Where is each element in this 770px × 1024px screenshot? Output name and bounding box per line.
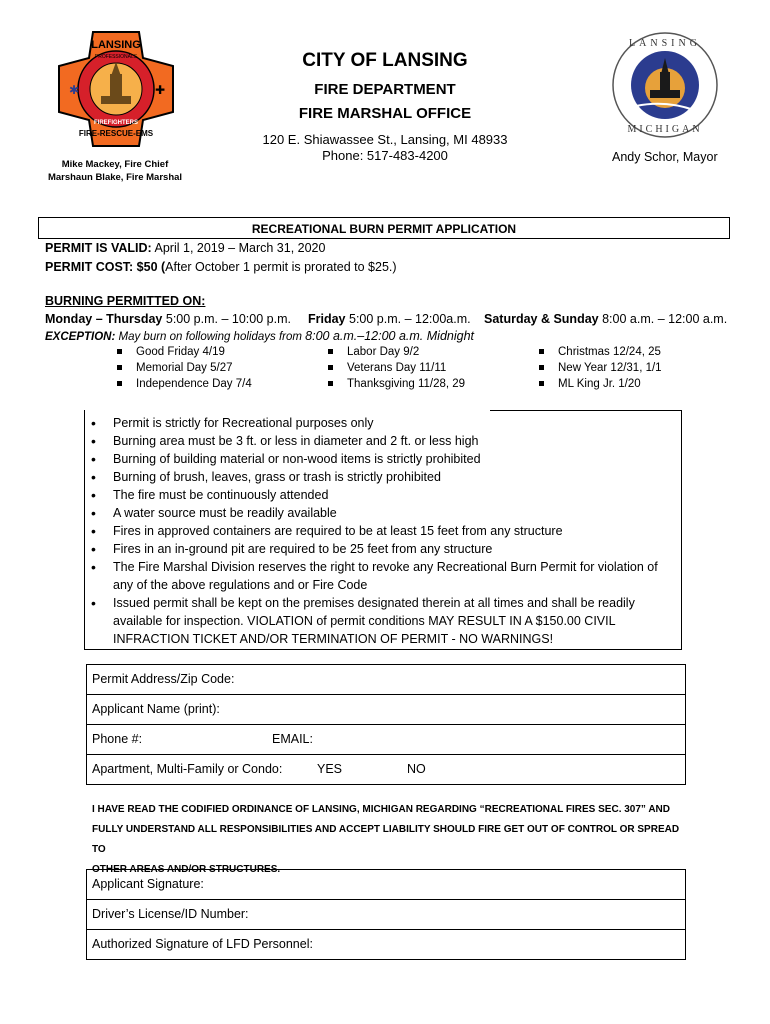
holidays-column-2 — [328, 346, 465, 394]
applicant-signature-field[interactable] — [87, 870, 685, 900]
friday-hours-line — [308, 312, 471, 326]
fire-marshal-name: Marshaun Blake, Fire Marshal — [47, 172, 183, 183]
weekday-hours-line — [45, 312, 291, 326]
rule-item: • Burning of brush, leaves, grass or trash is strictly prohibited — [85, 468, 681, 486]
office-name: FIRE MARSHAL OFFICE — [298, 105, 472, 122]
acknowledgement-statement — [92, 800, 692, 880]
acknowledgement-line-2: FULLY UNDERSTAND ALL RESPONSIBILITIES AND ACCEPT LIABILITY SHOULD FIRE GET OUT OF CONTROL OR SPREAD TO — [92, 824, 680, 855]
permit-address-label: Permit Address/Zip Code: — [92, 672, 235, 686]
permit-valid-value: April 1, 2019 – March 31, 2020 — [154, 241, 326, 255]
authorized-signature-label: Authorized Signature of LFD Personnel: — [92, 937, 313, 951]
weekday-hours: 5:00 p.m. – 10:00 p.m. — [165, 312, 291, 326]
rule-item: • The fire must be continuously attended — [85, 486, 681, 504]
badge-top-text: LANSING — [91, 39, 141, 51]
rule-item: • Fires in an in-ground pit are required to be 25 feet from any structure — [85, 540, 681, 558]
drivers-license-label: Driver’s License/ID Number: — [92, 907, 249, 921]
holiday-item: Labor Day 9/2 — [328, 346, 465, 362]
phone-email-row — [87, 725, 685, 755]
svg-text:✱: ✱ — [69, 83, 80, 97]
holiday-item: ML King Jr. 1/20 — [539, 378, 662, 394]
rule-item: • Burning of building material or non-wood items is strictly prohibited — [85, 450, 681, 468]
friday-hours: 5:00 p.m. – 12:00a.m. — [349, 312, 471, 326]
phone-field[interactable] — [92, 732, 142, 746]
city-seal-logo — [610, 30, 720, 140]
badge-mid-text: PROFESSIONALS — [94, 54, 138, 60]
no-option[interactable]: NO — [407, 762, 426, 776]
holiday-item: Veterans Day 11/11 — [328, 362, 465, 378]
email-label: EMAIL: — [272, 732, 313, 746]
authorized-signature-field[interactable] — [87, 930, 685, 959]
badge-bottom-text-2: FIRE-RESCUE-EMS — [78, 129, 154, 138]
rule-item: • Fires in approved containers are required to be at least 15 feet from any structure — [85, 522, 681, 540]
staff-names — [40, 158, 190, 184]
holiday-item: Independence Day 7/4 — [117, 378, 252, 394]
weekend-hours: 8:00 a.m. – 12:00 a.m. — [602, 312, 728, 326]
exception-line — [45, 329, 474, 343]
holiday-item: Good Friday 4/19 — [117, 346, 252, 362]
applicant-form — [86, 664, 686, 785]
acknowledgement-line-1: I HAVE READ THE CODIFIED ORDINANCE OF LANSING, MICHIGAN REGARDING “RECREATIONAL FIRES SEC. 307” AND — [92, 804, 671, 815]
applicant-name-label: Applicant Name (print): — [92, 702, 220, 716]
rule-item: • Burning area must be 3 ft. or less in diameter and 2 ft. or less high — [85, 432, 681, 450]
exception-text: May burn on following holidays from — [118, 331, 302, 343]
weekday-label: Monday – Thursday — [45, 312, 163, 326]
holidays-column-1 — [117, 346, 252, 394]
dwelling-type-row — [87, 755, 685, 784]
fire-department-badge-logo — [55, 28, 177, 150]
permit-address-field[interactable] — [87, 665, 685, 695]
friday-label: Friday — [308, 312, 346, 326]
holiday-item: Thanksgiving 11/28, 29 — [328, 378, 465, 394]
rule-item: • A water source must be readily available — [85, 504, 681, 522]
email-field[interactable] — [272, 725, 313, 754]
permit-cost-label: PERMIT COST: $50 ( — [45, 260, 166, 274]
yes-option[interactable]: YES — [317, 762, 343, 776]
office-phone: Phone: 517-483-4200 — [322, 148, 448, 163]
mayor-name: Andy Schor, Mayor — [612, 150, 718, 164]
department-name: FIRE DEPARTMENT — [314, 81, 456, 98]
seal-top-text: LANSING — [629, 38, 701, 49]
seal-bottom-text: MICHIGAN — [627, 124, 703, 135]
weekend-hours-line — [484, 312, 727, 326]
city-title: CITY OF LANSING — [302, 50, 468, 71]
holiday-item: Christmas 12/24, 25 — [539, 346, 662, 362]
office-address: 120 E. Shiawassee St., Lansing, MI 48933 — [262, 132, 508, 147]
dwelling-label: Apartment, Multi-Family or Condo: — [92, 762, 283, 776]
svg-text:✚: ✚ — [155, 83, 166, 97]
rule-item: • Permit is strictly for Recreational purposes only — [85, 414, 681, 432]
permit-valid-label: PERMIT IS VALID: — [45, 241, 152, 255]
applicant-signature-label: Applicant Signature: — [92, 877, 204, 891]
applicant-name-field[interactable] — [87, 695, 685, 725]
rule-item: • Issued permit shall be kept on the premises designated therein at all times and shall be readily available for inspection. VIOLATION of permit conditions MAY RESULT IN A $150.00 CIVIL INFRACTION TICKET AND/OR TERMINATION OF PERMIT - NO WARNINGS! — [85, 594, 681, 648]
permit-cost-value: After October 1 permit is prorated to $25.) — [165, 260, 397, 274]
rule-item: • The Fire Marshal Division reserves the right to revoke any Recreational Burn Permit for violation of any of the above regulations and or Fire Code — [85, 558, 681, 594]
drivers-license-field[interactable] — [87, 900, 685, 930]
weekend-label: Saturday & Sunday — [484, 312, 599, 326]
holiday-item: New Year 12/31, 1/1 — [539, 362, 662, 378]
rules-box — [84, 410, 682, 650]
phone-label: Phone #: — [92, 732, 143, 746]
permit-cost-line — [45, 260, 397, 274]
exception-hours: 8:00 a.m.–12:00 a.m. Midnight — [305, 329, 475, 343]
holidays-column-3 — [539, 346, 662, 394]
letterhead — [235, 50, 535, 163]
signature-form — [86, 869, 686, 960]
acknowledgement-line-3: OTHER AREAS AND/OR STRUCTURES. — [92, 864, 281, 875]
schedule-heading: BURNING PERMITTED ON: — [45, 294, 206, 308]
permit-heading: RECREATIONAL BURN PERMIT APPLICATION — [38, 217, 730, 239]
badge-bottom-text-1: FIREFIGHTERS — [93, 120, 139, 126]
holiday-item: Memorial Day 5/27 — [117, 362, 252, 378]
permit-valid-line — [45, 241, 325, 255]
exception-label: EXCEPTION: — [45, 331, 116, 343]
fire-chief-name: Mike Mackey, Fire Chief — [61, 159, 169, 170]
